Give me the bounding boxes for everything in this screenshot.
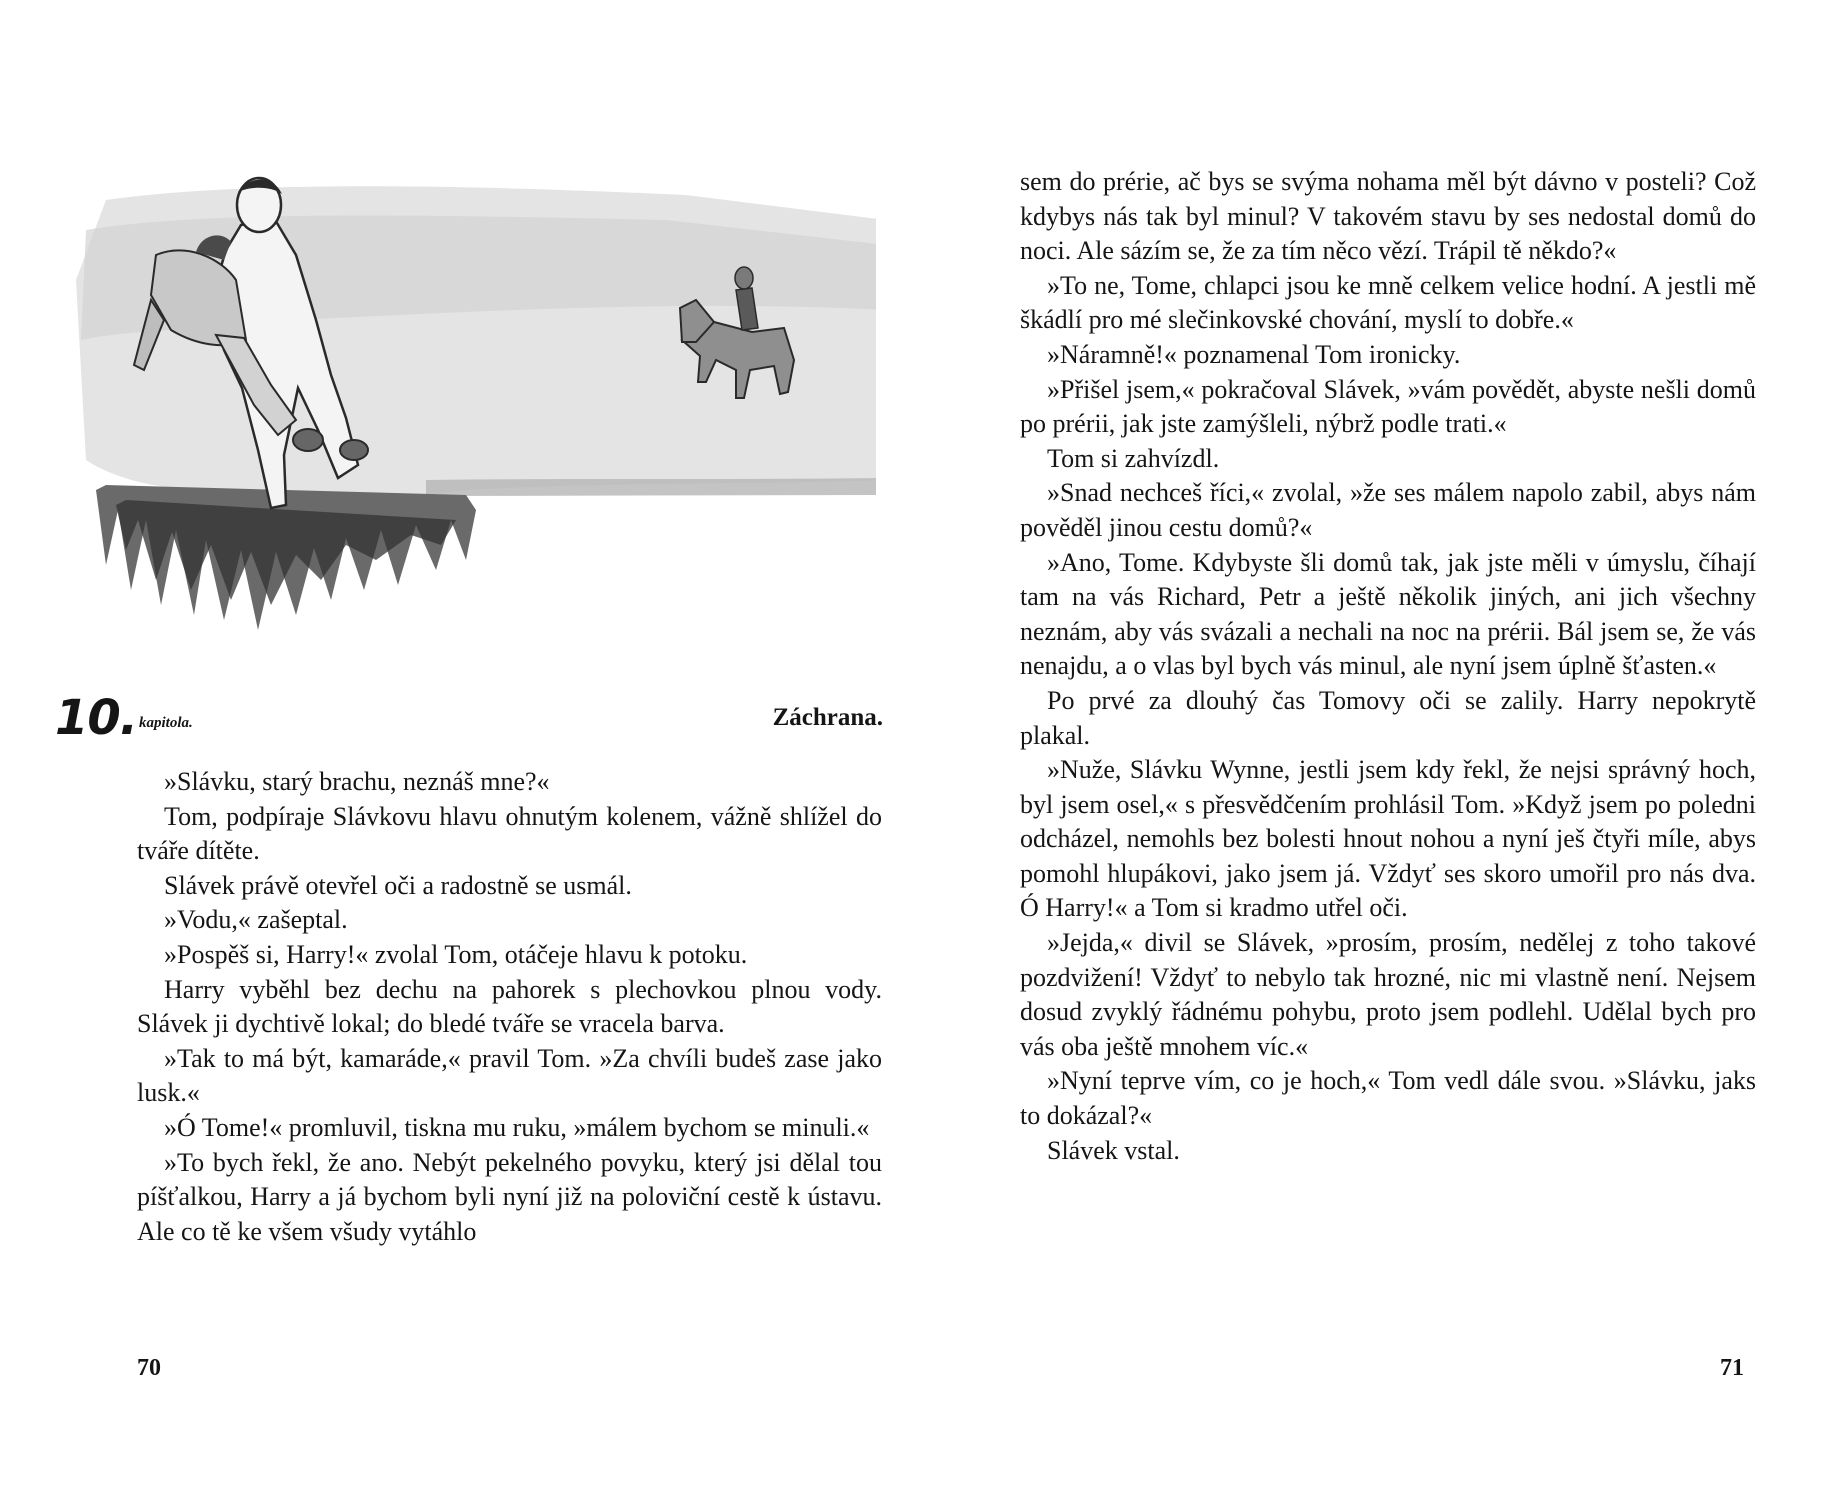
paragraph: »Ano, Tome. Kdybyste šli domů tak, jak jste měli v úmyslu, číhají tam na vás Richard, Petr a ještě několik jiných, ani jich všechny neznám, aby vás svázali a nechali na noc na prérii. Bál jsem se, že vás nenajdu, a o vlas byl bych vás minul, ale nyní jsem úplně šťasten.« bbox=[1020, 547, 1756, 681]
paragraph: »Nuže, Slávku Wynne, jestli jsem kdy řekl, že nejsi správný hoch, byl jsem osel,« s přesvědčením prohlásil Tom. »Když jsem po poledni odcházel, nemohls bez bolesti hnout nohou a nyní ješ čtyři míle, abys pomohl hlupákovi, jako jsem já. Vždyť ses skoro umořil pro nás dva. Ó Harry!« a Tom si kradmo utřel oči. bbox=[1020, 755, 1756, 923]
right-page-body bbox=[1020, 165, 1756, 1168]
page-number: 71 bbox=[1720, 1355, 1744, 1381]
paragraph: Po prvé za dlouhý čas Tomovy oči se zalily. Harry nepokrytě plakal. bbox=[1020, 685, 1756, 750]
left-page-body bbox=[137, 765, 882, 1249]
paragraph: »Náramně!« poznamenal Tom ironicky. bbox=[1047, 339, 1461, 369]
paragraph: »Nyní teprve vím, co je hoch,« Tom vedl dále svou. »Slávku, jaks to dokázal?« bbox=[1020, 1066, 1756, 1131]
chapter-number: 10. bbox=[55, 690, 138, 746]
paragraph: Slávek právě otevřel oči a radostně se usmál. bbox=[164, 870, 632, 900]
chapter-heading bbox=[55, 690, 883, 750]
paragraph: Harry vyběhl bez dechu na pahorek s plechovkou plnou vody. Slávek ji dychtivě lokal; do bledé tváře se vracela barva. bbox=[137, 974, 882, 1039]
paragraph: »Snad nechceš říci,« zvolal, »že ses málem napolo zabil, abys nám pověděl jinou cestu domů?« bbox=[1020, 478, 1756, 542]
paragraph: »Jejda,« divil se Slávek, »prosím, prosím, nedělej z toho takové pozdvižení! Vždyť to nebylo tak hrozné, nic mi vlastně není. Nejsem dosud zvyklý řádnému pohybu, proto jsem podlehl. Udělal bych pro vás oba ještě mnohem víc.« bbox=[1020, 928, 1756, 1061]
paragraph: »To bych řekl, že ano. Nebýt pekelného povyku, který jsi dělal tou píšťalkou, Harry a já bychom byli nyní již na poloviční cestě k ústavu. Ale co tě ke všem všudy vytáhlo bbox=[137, 1147, 882, 1246]
paragraph: Tom si zahvízdl. bbox=[1047, 443, 1220, 473]
paragraph: »Pospěš si, Harry!« zvolal Tom, otáčeje hlavu k potoku. bbox=[164, 939, 748, 969]
illustration-boy-carrying-child-and-rider bbox=[46, 160, 876, 650]
page-number: 70 bbox=[137, 1355, 161, 1381]
paragraph: »Slávku, starý brachu, neznáš mne?« bbox=[164, 767, 550, 796]
paragraph: Slávek vstal. bbox=[1047, 1135, 1180, 1165]
paragraph: Tom, podpíraje Slávkovu hlavu ohnutým kolenem, vážně shlížel do tváře dítěte. bbox=[137, 801, 882, 866]
paragraph: »Ó Tome!« promluvil, tiskna mu ruku, »málem bychom se minuli.« bbox=[164, 1112, 870, 1142]
paragraph: »To ne, Tome, chlapci jsou ke mně celkem velice hodní. A jestli mě škádlí pro mé slečinkovské chování, myslí to dobře.« bbox=[1020, 270, 1756, 335]
paragraph: sem do prérie, ač bys se svýma nohama měl být dávno v posteli? Což kdybys nás tak byl minul? V takovém stavu by ses nedostal domů do noci. Ale sázím se, že za tím něco vězí. Trápil tě někdo?« bbox=[1020, 167, 1756, 266]
chapter-illustration bbox=[46, 160, 876, 650]
chapter-title: Záchrana. bbox=[772, 704, 883, 731]
paragraph: »Přišel jsem,« pokračoval Slávek, »vám povědět, abyste nešli domů po prérii, jak jste zamýšleli, nýbrž podle trati.« bbox=[1020, 374, 1756, 439]
chapter-label: kapitola. bbox=[139, 715, 193, 731]
paragraph: »Vodu,« zašeptal. bbox=[164, 905, 348, 935]
paragraph: »Tak to má být, kamaráde,« pravil Tom. »Za chvíli budeš zase jako lusk.« bbox=[137, 1043, 882, 1108]
